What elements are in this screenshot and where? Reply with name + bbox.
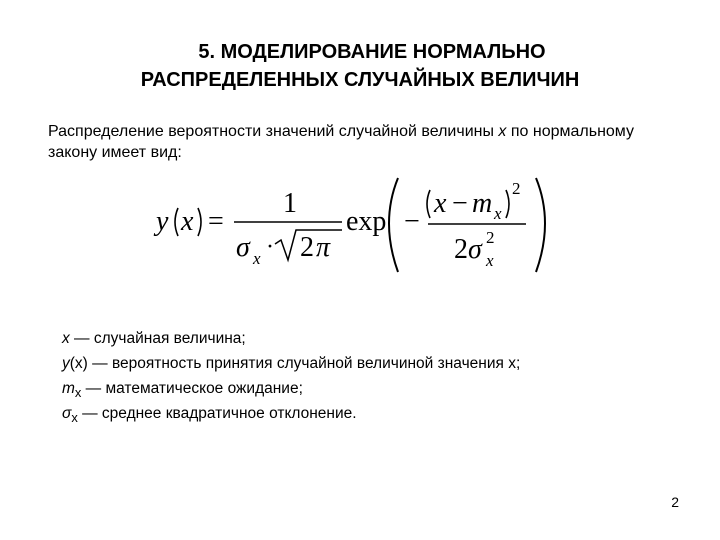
- denominator-sigma: σ: [236, 232, 250, 263]
- def-symbol: y: [62, 355, 70, 373]
- big-paren-left: [389, 178, 398, 272]
- paren-right: [198, 208, 201, 236]
- intro-paragraph: [48, 121, 668, 163]
- def-text: — случайная величина;: [69, 330, 246, 347]
- num-minus: −: [452, 188, 468, 219]
- intro-text-1: Распределение вероятности значений случайной величины: [48, 123, 499, 140]
- def-text: — среднее квадратичное отклонение.: [77, 405, 357, 423]
- def-suffix: (x): [69, 355, 88, 373]
- definition-item: [62, 353, 520, 378]
- def-text: — вероятность принятия случайной величиной значения x;: [87, 355, 521, 373]
- title-line-2: РАСПРЕДЕЛЕННЫХ СЛУЧАЙНЫХ ВЕЛИЧИН: [140, 69, 580, 91]
- den-sigma-sub: x: [486, 251, 494, 270]
- den-sigma: σ: [468, 234, 482, 265]
- formula-equals: =: [208, 206, 224, 237]
- page-number: 2: [671, 494, 679, 510]
- den-two: 2: [454, 234, 468, 265]
- definitions-list: [62, 328, 520, 428]
- formula-lhs-y: y: [156, 206, 169, 237]
- num-square: 2: [512, 179, 521, 198]
- def-sub: x: [74, 385, 82, 401]
- formula-lhs-x: x: [181, 206, 194, 237]
- big-paren-right: [536, 178, 545, 272]
- den-square: 2: [486, 228, 495, 247]
- sqrt-two: 2: [300, 232, 314, 263]
- definition-item: [62, 328, 520, 353]
- formula-minus: −: [404, 206, 420, 237]
- intro-text-2: по нормальному закону имеет вид:: [48, 123, 634, 161]
- num-m: m: [472, 188, 493, 219]
- def-text: — математическое ожидание;: [81, 380, 303, 398]
- num-paren-right: [506, 190, 509, 218]
- num-paren-left: [427, 190, 430, 218]
- formula-exp: exp: [346, 206, 387, 237]
- intro-variable: x: [498, 123, 507, 140]
- denominator-dot: ·: [266, 234, 274, 260]
- formula-numerator: 1: [283, 188, 297, 219]
- definition-item: [62, 378, 520, 403]
- paren-left: [175, 208, 178, 236]
- def-symbol: σ: [62, 405, 72, 423]
- title-line-1: 5. МОДЕЛИРОВАНИЕ НОРМАЛЬНО: [198, 41, 546, 63]
- denominator-sigma-sub: x: [253, 249, 261, 268]
- def-symbol: x: [62, 330, 70, 347]
- def-sub: x: [71, 410, 78, 426]
- slide-title: [0, 38, 720, 94]
- sqrt-pi: π: [316, 232, 331, 263]
- definition-item: [62, 403, 520, 428]
- def-symbol: m: [62, 380, 75, 398]
- num-x: x: [434, 188, 447, 219]
- normal-distribution-formula: [150, 172, 570, 282]
- num-m-sub: x: [494, 204, 502, 223]
